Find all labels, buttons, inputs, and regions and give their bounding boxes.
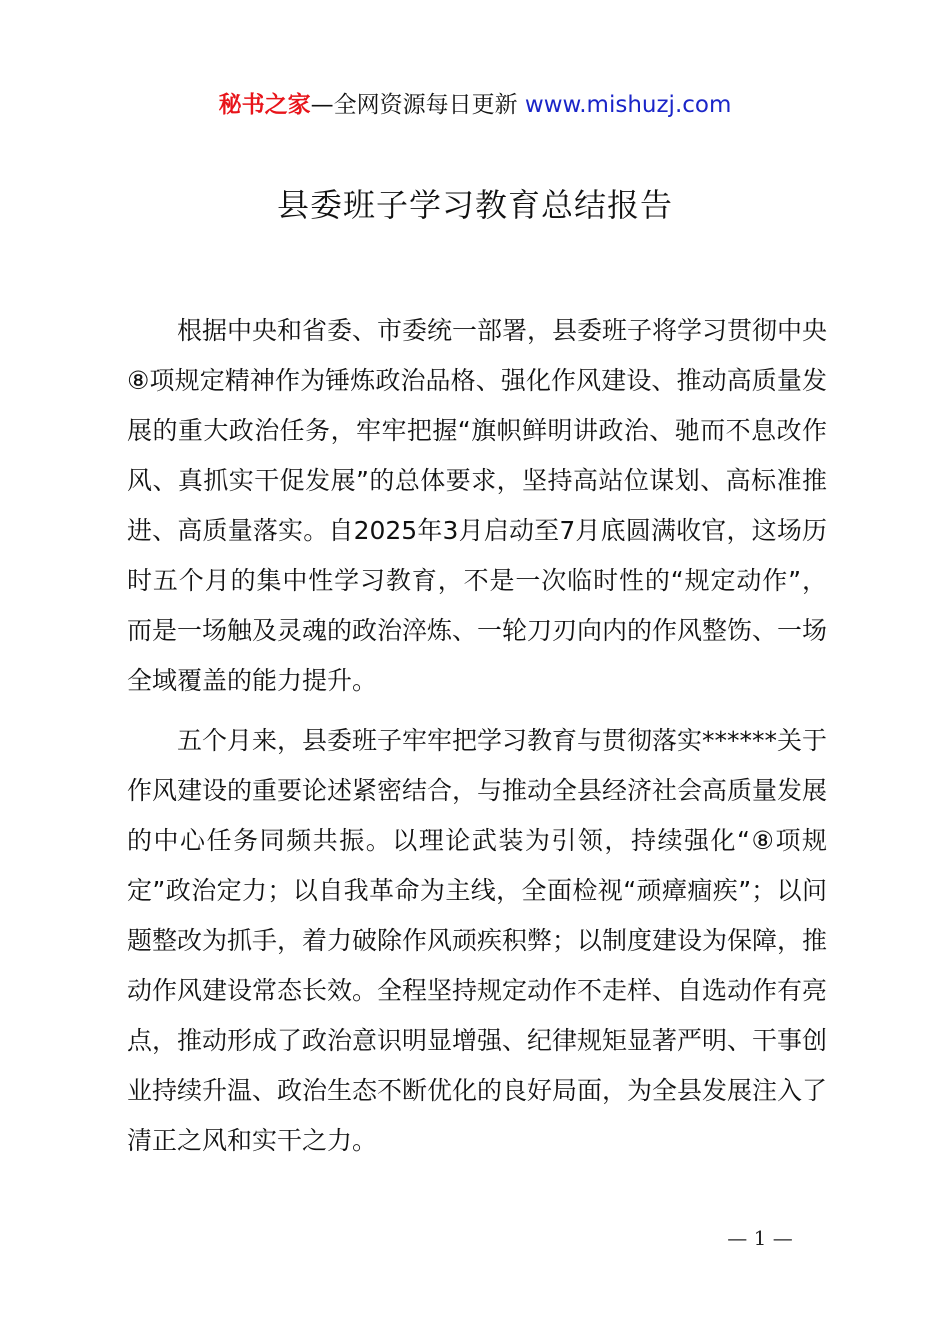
document-title: 县委班子学习教育总结报告 [276,186,673,224]
header-tagline: —全网资源每日更新 [310,92,518,118]
brand-name: 秘书之家 [218,92,311,118]
page-number: — 1 — [727,1226,793,1250]
site-header [0,88,950,122]
paragraph-2: 五个月来，县委班子牢牢把学习教育与贯彻落实******关于作风建设的重要论述紧密结合，与推动全县经济社会高质量发展的中心任务同频共振。以理论武装为引领，持续强化“⑧项规定”政治定力；以自我革命为主线，全面检视“顽瘴痼疾”；以问题整改为抓手，着力破除作风顽疾积弊；以制度建设为保障，推动作风建设常态长效。全程坚持规定动作不走样、自选动作有亮点，推动形成了政治意识明显增强、纪律规矩显著严明、干事创业持续升温、政治生态不断优化的良好局面，为全县发展注入了清正之风和实干之力。 [127,726,828,1155]
paragraph-1: 根据中央和省委、市委统一部署，县委班子将学习贯彻中央⑧项规定精神作为锤炼政治品格、强化作风建设、推动高质量发展的重大政治任务，牢牢把握“旗帜鲜明讲政治、驰而不息改作风、真抓实干促发展”的总体要求，坚持高站位谋划、高标准推进、高质量落实。自2025年3月启动至7月底圆满收官，这场历时五个月的集中性学习教育，不是一次临时性的“规定动作”，而是一场触及灵魂的政治淬炼、一轮刀刃向内的作风整饬、一场全域覆盖的能力提升。 [127,316,828,695]
document-body [127,306,827,1176]
site-url-link[interactable]: www.mishuzj.com [524,92,732,118]
